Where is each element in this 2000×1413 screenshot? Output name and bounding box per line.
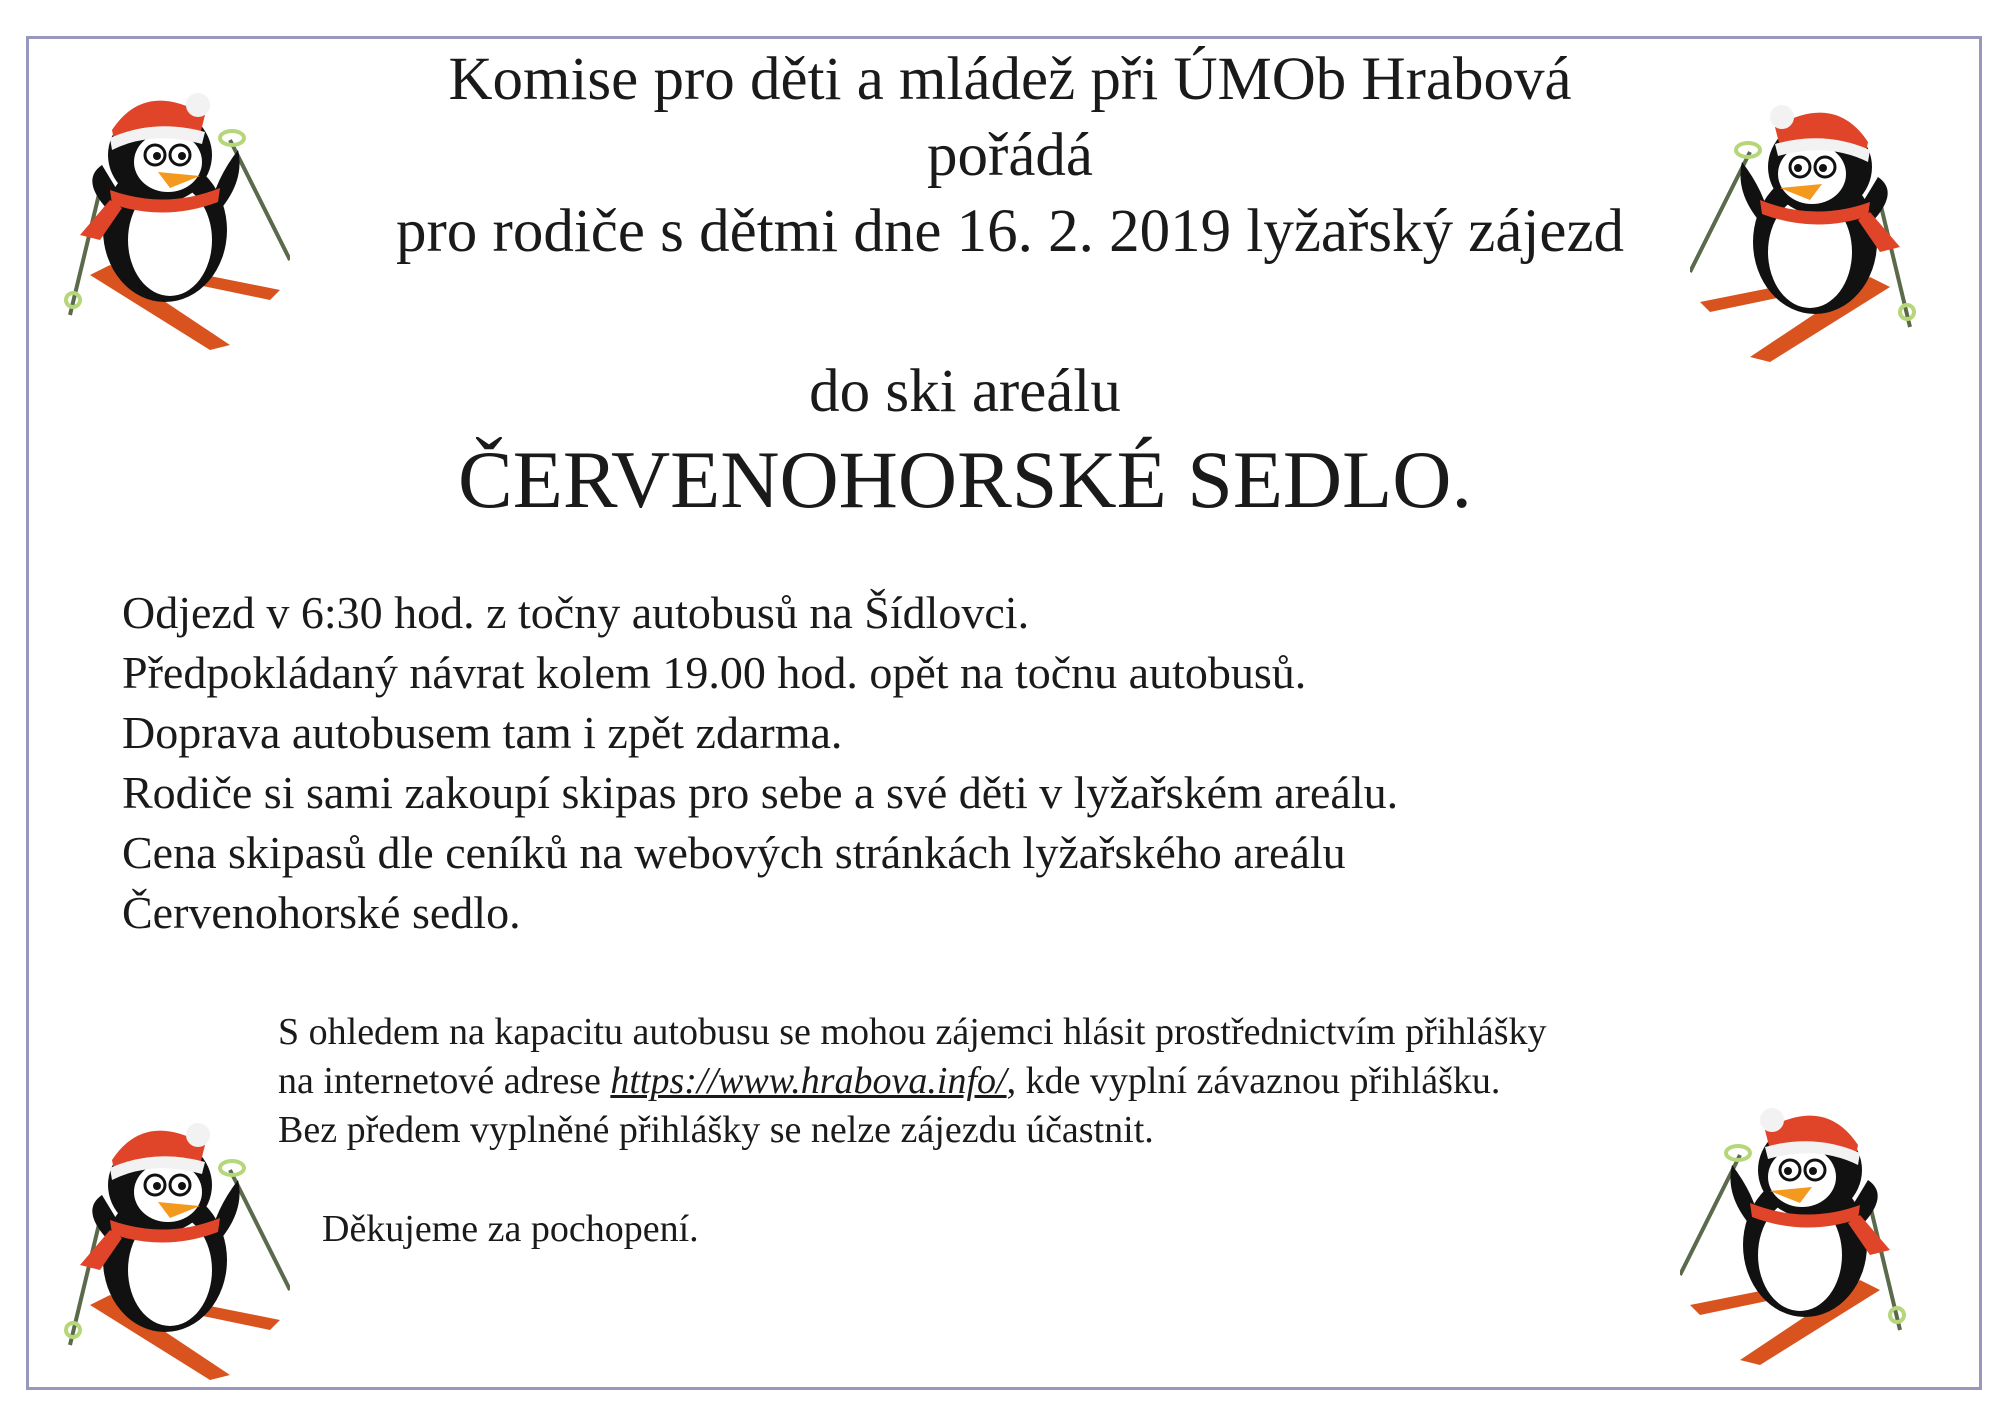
notice-line-2-prefix: na internetové adrese (278, 1060, 611, 1102)
penguin-skier-icon (1680, 1075, 1930, 1375)
trip-info (122, 583, 1398, 943)
organizes-line: pořádá (927, 122, 1093, 189)
registration-link[interactable]: https://www.hrabova.info/ (610, 1060, 1007, 1102)
venue-name: ČERVENOHORSKÉ SEDLO. (458, 434, 1472, 525)
info-line-return: Předpokládaný návrat kolem 19.00 hod. opět na točnu autobusů. (122, 647, 1307, 698)
event-line: pro rodiče s dětmi dne 16. 2. 2019 lyžařský zájezd (395, 198, 1625, 265)
notice-line-2-suffix: , kde vyplní závaznou přihlášku. (1006, 1060, 1501, 1102)
info-line-transport: Doprava autobusem tam i zpět zdarma. (122, 707, 843, 758)
organizer-line: Komise pro děti a mládež při ÚMOb Hrabová (448, 46, 1572, 113)
notice-line-2 (278, 1057, 1547, 1106)
notice-line-1: S ohledem na kapacitu autobusu se mohou zájemci hlásit prostřednictvím přihlášky (278, 1011, 1547, 1053)
info-line-price-venue: Červenohorské sedlo. (122, 887, 521, 938)
info-line-skipass: Rodiče si sami zakoupí skipas pro sebe a své děti v lyžařském areálu. (122, 767, 1399, 818)
registration-notice (278, 1008, 1547, 1155)
penguin-skier-icon (40, 60, 290, 360)
penguin-skier-icon (40, 1090, 290, 1390)
header (330, 42, 1690, 270)
penguin-skier-icon (1690, 72, 1940, 372)
venue-intro: do ski areálu (809, 358, 1121, 425)
info-line-price: Cena skipasů dle ceníků na webových stránkách lyžařského areálu (122, 827, 1346, 878)
info-line-departure: Odjezd v 6:30 hod. z točny autobusů na Šídlovci. (122, 587, 1030, 638)
thanks-line: Děkujeme za pochopení. (322, 1208, 699, 1250)
notice-line-3: Bez předem vyplněné přihlášky se nelze zájezdu účastnit. (278, 1109, 1154, 1151)
